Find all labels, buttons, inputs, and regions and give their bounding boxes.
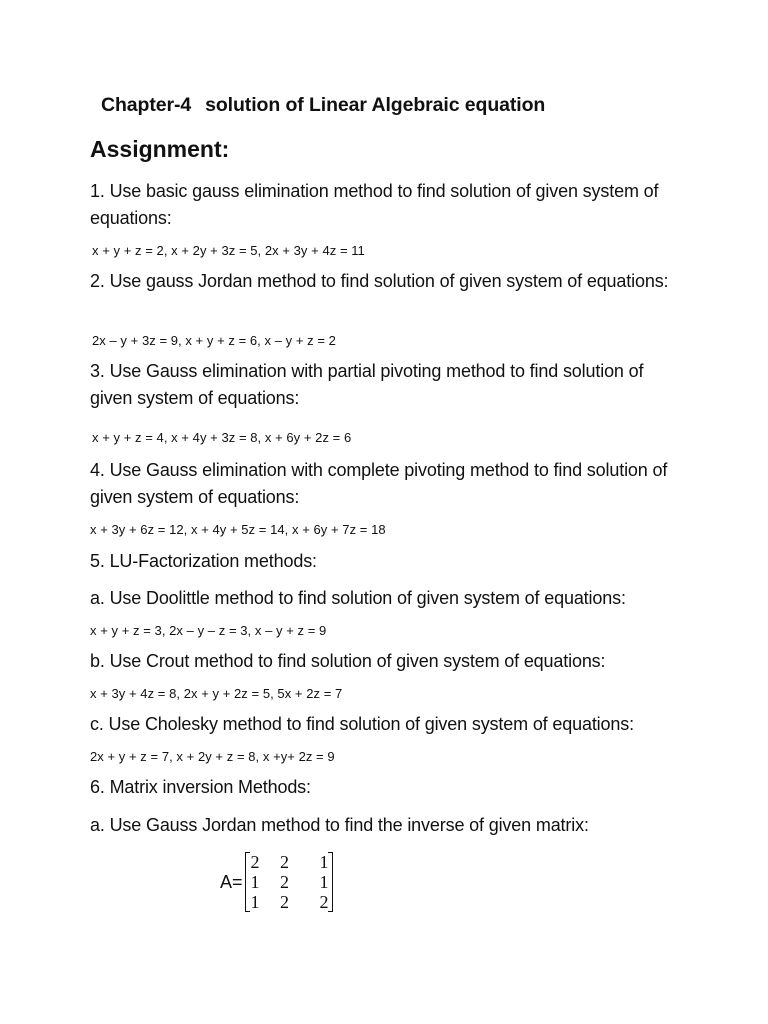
matrix-cell: 1: [319, 852, 329, 872]
lu-part-a-text: a. Use Doolittle method to find solution of given system of equations:: [90, 588, 626, 608]
lu-part-b-text: b. Use Crout method to find solution of given system of equations:: [90, 651, 606, 671]
question-1-equations: x + y + z = 2, x + 2y + 3z = 5, 2x + 3y + 4z = 11: [92, 243, 365, 258]
matrix-cell: 1: [250, 872, 260, 892]
matrix-cell: 1: [250, 892, 260, 912]
chapter-title: [101, 94, 545, 117]
question-1-text: 1. Use basic gauss elimination method to find solution of given system of equations:: [90, 181, 659, 228]
matrix-row: [251, 892, 329, 912]
matrix-cell: 2: [319, 892, 329, 912]
chapter-name: solution of Linear Algebraic equation: [205, 94, 546, 116]
assignment-heading: Assignment:: [90, 136, 230, 162]
question-3-text: 3. Use Gauss elimination with partial pivoting method to find solution of given system of equations:: [90, 361, 644, 408]
matrix-cell: 2: [280, 872, 290, 892]
matrix-a: [220, 852, 333, 912]
matrix-cell: 2: [280, 892, 290, 912]
lu-part-c-equations: 2x + y + z = 7, x + 2y + z = 8, x +y+ 2z = 9: [90, 749, 335, 764]
matrix-brackets: [245, 852, 333, 912]
matrix-label: A=: [220, 871, 243, 892]
matrix-cell: 2: [280, 852, 290, 872]
lu-section-title: 5. LU-Factorization methods:: [90, 551, 317, 571]
question-3-equations: x + y + z = 4, x + 4y + 3z = 8, x + 6y + 2z = 6: [92, 430, 352, 445]
chapter-number: Chapter-4: [101, 94, 192, 116]
question-4-text: 4. Use Gauss elimination with complete pivoting method to find solution of given system of equations:: [90, 460, 668, 507]
question-4-equations: x + 3y + 6z = 12, x + 4y + 5z = 14, x + 6y + 7z = 18: [90, 522, 386, 537]
matrix-row: [251, 872, 329, 892]
lu-part-c-text: c. Use Cholesky method to find solution of given system of equations:: [90, 714, 634, 734]
matrix-row: [251, 852, 329, 872]
lu-part-b-equations: x + 3y + 4z = 8, 2x + y + 2z = 5, 5x + 2z = 7: [90, 686, 343, 701]
matrix-cell: 2: [250, 852, 260, 872]
inversion-part-a-text: a. Use Gauss Jordan method to find the inverse of given matrix:: [90, 815, 589, 835]
question-2-text: 2. Use gauss Jordan method to find solution of given system of equations:: [90, 271, 669, 291]
question-2-equations: 2x – y + 3z = 9, x + y + z = 6, x – y + z = 2: [92, 333, 336, 348]
inversion-section-title: 6. Matrix inversion Methods:: [90, 777, 311, 797]
matrix-cell: 1: [319, 872, 329, 892]
matrix-grid: [251, 852, 329, 912]
lu-part-a-equations: x + y + z = 3, 2x – y – z = 3, x – y + z = 9: [90, 623, 327, 638]
